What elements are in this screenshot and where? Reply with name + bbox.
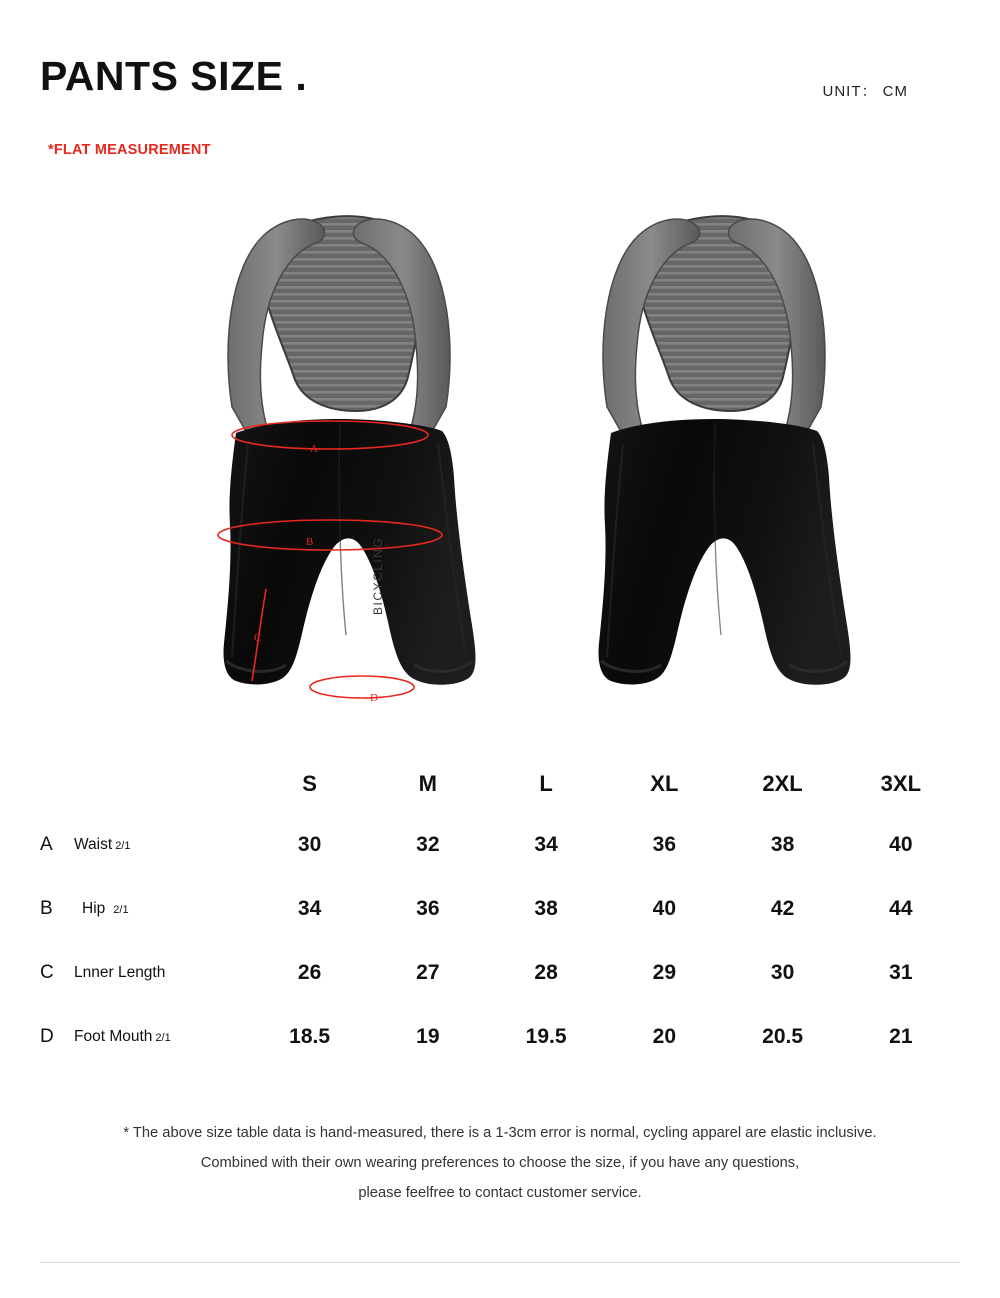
size-table (40, 755, 960, 1069)
cell-foot-mouth-2xl: 20.5 (762, 1025, 804, 1048)
back-view-svg (545, 195, 945, 715)
footnote-line-3: please feelfree to contact customer service. (358, 1185, 642, 1202)
row-name-waist: Waist (74, 835, 113, 853)
size-header-xl: XL (650, 771, 679, 796)
cell-foot-mouth-l: 19.5 (525, 1025, 567, 1048)
bib-shorts-back-illustration (545, 195, 945, 715)
cell-foot-mouth-m: 19 (416, 1025, 440, 1048)
cell-inner-length-3xl: 31 (889, 961, 913, 984)
cell-waist-2xl: 38 (770, 833, 795, 856)
row-label-waist (40, 813, 250, 877)
cell-waist-m: 32 (416, 833, 440, 856)
measure-label-a: A (310, 443, 318, 455)
page-title: PANTS SIZE . (40, 53, 308, 99)
footnote-line-2: Combined with their own wearing preferences to choose the size, if you have any questions, (200, 1155, 800, 1172)
cell-waist-xl: 36 (652, 833, 676, 856)
row-name-hip: Hip (82, 899, 106, 917)
row-label-hip (40, 877, 250, 941)
size-header-l: L (539, 771, 553, 796)
table-row (40, 941, 960, 1005)
size-header-m: M (418, 771, 437, 796)
cell-inner-length-s: 26 (297, 961, 322, 984)
unit-label: UNIT： CM (822, 83, 908, 100)
cell-foot-mouth-xl: 20 (652, 1025, 676, 1048)
row-letter-a: A (40, 834, 53, 855)
cell-waist-s: 30 (297, 833, 322, 856)
cell-hip-m: 36 (416, 897, 440, 920)
cell-inner-length-xl: 29 (652, 961, 676, 984)
cell-hip-l: 38 (534, 897, 558, 920)
cell-hip-3xl: 44 (889, 897, 913, 920)
row-name-foot-mouth: Foot Mouth (74, 1027, 153, 1045)
size-table-header-row (40, 755, 960, 813)
size-header-2xl: 2XL (762, 771, 803, 796)
row-label-inner-length (40, 941, 250, 1005)
front-view-svg (170, 195, 570, 715)
cell-inner-length-m: 27 (416, 961, 440, 984)
measure-label-c: C (254, 632, 262, 644)
row-letter-b: B (40, 898, 53, 919)
size-header-s: S (302, 771, 317, 796)
bib-shorts-front-illustration (170, 195, 570, 715)
size-table-wrapper (40, 755, 960, 1069)
cell-hip-xl: 40 (652, 897, 676, 920)
row-sub-foot-mouth: 2/1 (155, 1032, 171, 1045)
footnote-line-1: * The above size table data is hand-measured, there is a 1-3cm error is normal, cycling apparel are elastic inclusive. (123, 1125, 877, 1141)
footnote (0, 1118, 1000, 1208)
table-row (40, 1005, 960, 1069)
row-letter-c: C (40, 962, 54, 983)
row-name-inner-length: Lnner Length (74, 963, 166, 981)
bottom-divider (40, 1262, 960, 1263)
size-header-3xl: 3XL (880, 771, 922, 796)
cell-foot-mouth-s: 18.5 (289, 1025, 331, 1048)
cell-waist-l: 34 (534, 833, 558, 856)
table-row (40, 877, 960, 941)
cell-hip-s: 34 (297, 897, 322, 920)
product-illustrations (0, 195, 1000, 735)
measure-label-b: B (306, 536, 314, 548)
row-sub-waist: 2/1 (115, 840, 131, 853)
flat-measurement-note: *FLAT MEASUREMENT (48, 142, 211, 158)
row-label-foot-mouth (40, 1005, 250, 1069)
svg-text:BICYCLING: BICYCLING (371, 536, 385, 615)
header-empty-cell (40, 755, 250, 813)
measure-label-d: D (370, 692, 378, 704)
cell-inner-length-2xl: 30 (770, 961, 795, 984)
row-sub-hip: 2/1 (113, 904, 129, 917)
cell-hip-2xl: 42 (770, 897, 795, 920)
cell-foot-mouth-3xl: 21 (889, 1025, 913, 1048)
table-row (40, 813, 960, 877)
row-letter-d: D (40, 1026, 54, 1047)
cell-inner-length-l: 28 (534, 961, 558, 984)
cell-waist-3xl: 40 (889, 833, 913, 856)
